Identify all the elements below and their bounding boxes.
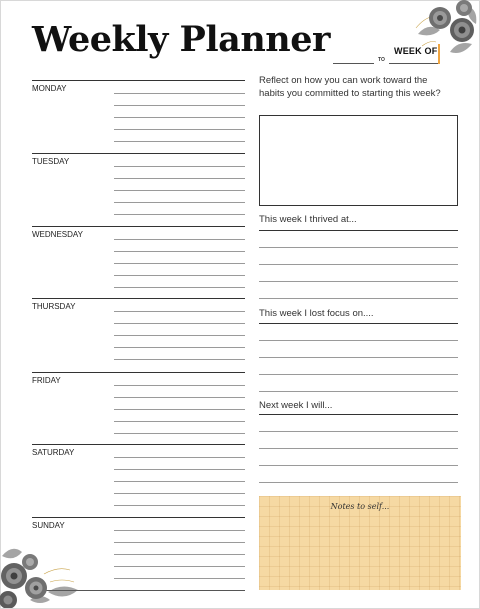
writing-line[interactable]	[114, 566, 245, 567]
day-label: SUNDAY	[32, 521, 65, 530]
writing-line[interactable]	[114, 481, 245, 482]
next-week-prompt: Next week I will...	[259, 400, 333, 411]
writing-line[interactable]	[114, 323, 245, 324]
writing-line[interactable]	[114, 251, 245, 252]
writing-line[interactable]	[114, 263, 245, 264]
notes-title: Notes to self...	[330, 502, 390, 511]
writing-line[interactable]	[259, 264, 458, 265]
day-divider	[32, 153, 245, 154]
writing-line[interactable]	[114, 141, 245, 142]
day-label: WEDNESDAY	[32, 230, 83, 239]
writing-line[interactable]	[114, 409, 245, 410]
day-divider	[32, 444, 245, 445]
writing-line[interactable]	[114, 505, 245, 506]
lost-focus-prompt: This week I lost focus on....	[259, 308, 374, 319]
writing-line[interactable]	[114, 190, 245, 191]
prompt-underline	[259, 414, 458, 415]
day-divider	[32, 80, 245, 81]
writing-line[interactable]	[259, 431, 458, 432]
week-of-label: WEEK OF	[394, 46, 438, 56]
writing-line[interactable]	[114, 239, 245, 240]
day-label: TUESDAY	[32, 157, 70, 166]
writing-line[interactable]	[259, 374, 458, 375]
reflection-answer-box[interactable]	[259, 115, 458, 206]
writing-line[interactable]	[114, 347, 245, 348]
writing-line[interactable]	[114, 275, 245, 276]
writing-line[interactable]	[114, 433, 245, 434]
writing-line[interactable]	[259, 482, 458, 483]
notes-to-self-box[interactable]	[259, 496, 461, 590]
prompt-underline	[259, 323, 458, 324]
writing-line[interactable]	[259, 465, 458, 466]
day-label: MONDAY	[32, 84, 67, 93]
day-section-thursday	[32, 298, 245, 368]
writing-line[interactable]	[114, 421, 245, 422]
writing-line[interactable]	[114, 178, 245, 179]
writing-line[interactable]	[114, 359, 245, 360]
day-section-friday	[32, 372, 245, 442]
prompt-underline	[259, 230, 458, 231]
week-end-date-line[interactable]	[389, 63, 438, 64]
reflection-question: Reflect on how you can work toward the habits you committed to starting this week?	[259, 75, 441, 99]
day-label: THURSDAY	[32, 302, 76, 311]
to-label: TO	[378, 57, 385, 63]
writing-line[interactable]	[114, 117, 245, 118]
day-divider	[32, 517, 245, 518]
writing-line[interactable]	[259, 281, 458, 282]
writing-line[interactable]	[259, 448, 458, 449]
week-start-date-line[interactable]	[333, 63, 374, 64]
writing-line[interactable]	[114, 214, 245, 215]
day-section-monday	[32, 80, 245, 150]
writing-line[interactable]	[114, 554, 245, 555]
writing-line[interactable]	[114, 311, 245, 312]
writing-line[interactable]	[114, 457, 245, 458]
writing-line[interactable]	[114, 287, 245, 288]
writing-line[interactable]	[114, 202, 245, 203]
writing-line[interactable]	[114, 166, 245, 167]
writing-line[interactable]	[114, 385, 245, 386]
writing-line[interactable]	[259, 247, 458, 248]
day-section-saturday	[32, 444, 245, 514]
writing-line[interactable]	[114, 129, 245, 130]
day-label: SATURDAY	[32, 448, 75, 457]
writing-line[interactable]	[259, 298, 458, 299]
week-of-accent-bar	[438, 44, 440, 64]
writing-line[interactable]	[114, 93, 245, 94]
writing-line[interactable]	[114, 578, 245, 579]
writing-line[interactable]	[114, 397, 245, 398]
writing-line[interactable]	[114, 542, 245, 543]
rose-floral-corner-bottom-left	[0, 536, 82, 608]
page-title: Weekly Planner	[32, 19, 330, 60]
day-label: FRIDAY	[32, 376, 61, 385]
day-divider	[32, 372, 245, 373]
writing-line[interactable]	[259, 340, 458, 341]
writing-line[interactable]	[114, 493, 245, 494]
writing-line[interactable]	[114, 105, 245, 106]
day-section-tuesday	[32, 153, 245, 223]
day-section-wednesday	[32, 226, 245, 296]
writing-line[interactable]	[259, 391, 458, 392]
rose-floral-corner-top-right	[410, 0, 480, 66]
day-divider	[32, 298, 245, 299]
thrived-prompt: This week I thrived at...	[259, 214, 357, 225]
writing-line[interactable]	[259, 357, 458, 358]
day-divider	[32, 226, 245, 227]
writing-line[interactable]	[114, 469, 245, 470]
writing-line[interactable]	[114, 530, 245, 531]
writing-line[interactable]	[114, 335, 245, 336]
